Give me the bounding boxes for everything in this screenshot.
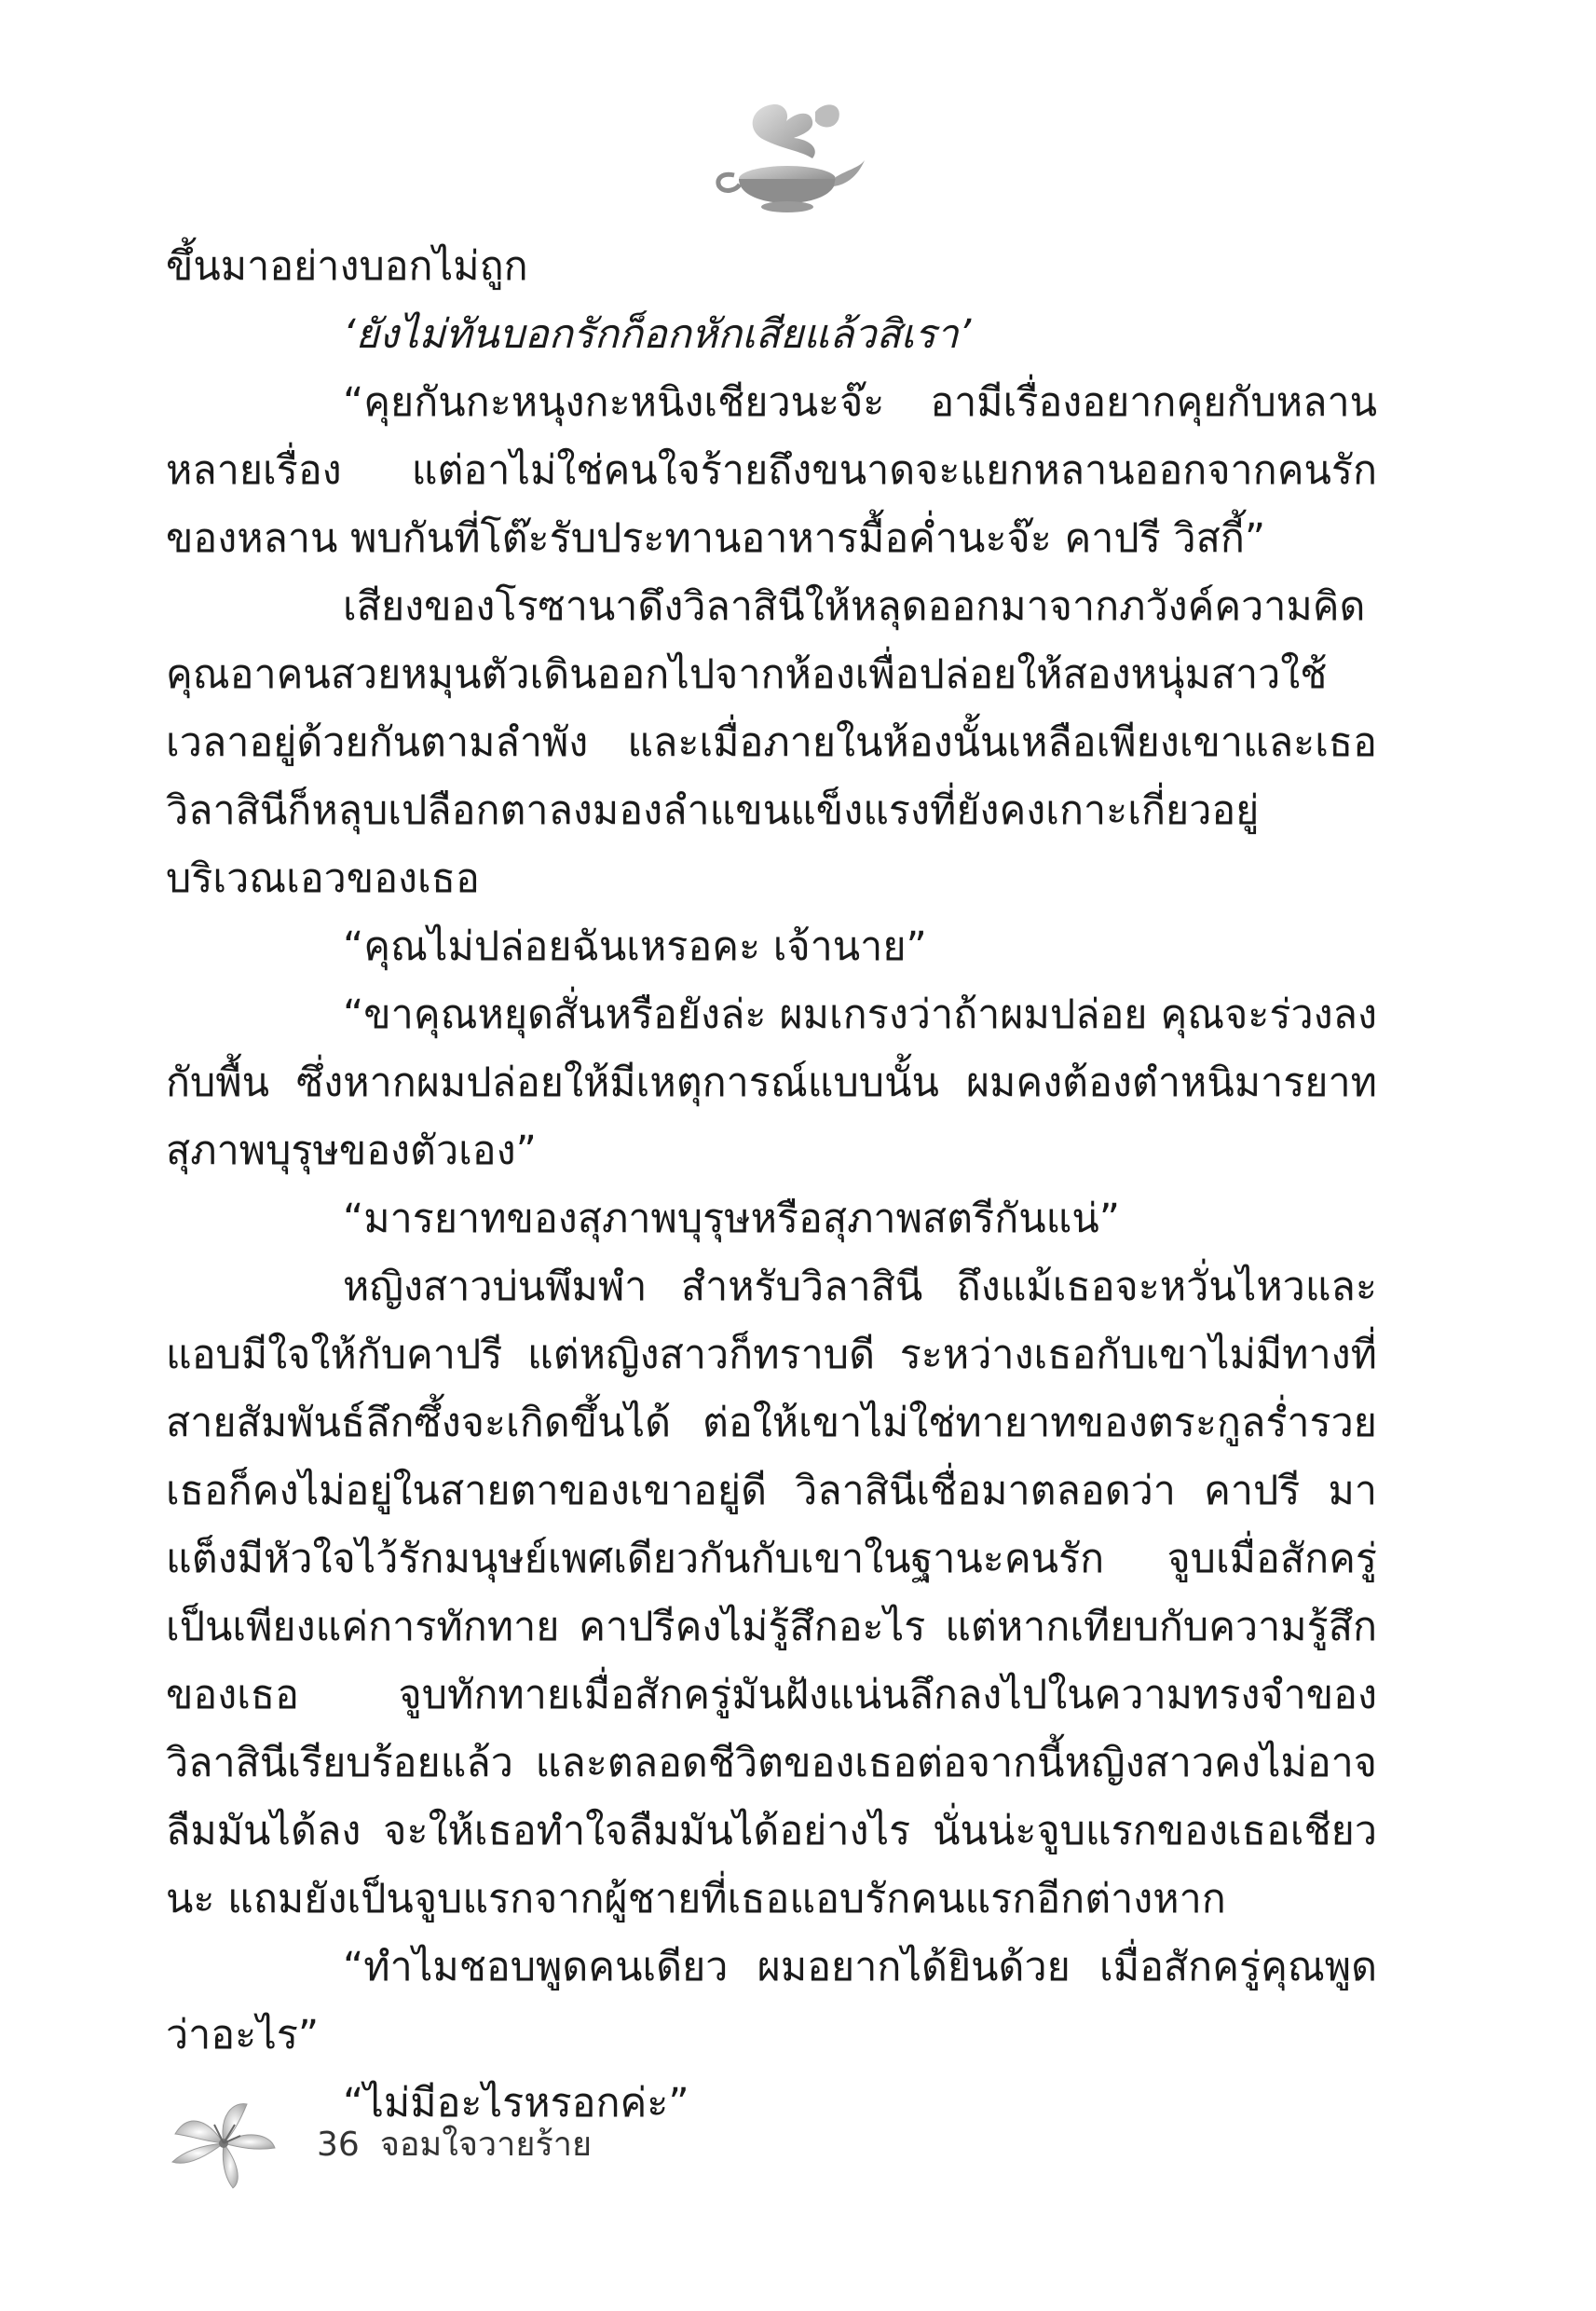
paragraph: หญิงสาวบ่นพึมพำ สำหรับวิลาสินี ถึงแม้เธอจะหวั่นไหวและแอบมีใจให้กับคาปรี แต่หญิงสาวก็ทราบดี ระหว่างเธอกับเขาไม่มีทางที่สายสัมพันธ์ลึกซึ้งจะเกิดขึ้นได้ ต่อให้เขาไม่ใช่ทายาทของตระกูลร่ำรวยเธอก็คงไม่อยู่ในสายตาของเขาอยู่ดี วิลาสินีเชื่อมาตลอดว่า คาปรี มาแต็งมีหัวใจไว้รักมนุษย์เพศเดียวกันกับเขาในฐานะคนรัก จูบเมื่อสักครู่เป็นเพียงแค่การทักทาย คาปรีคงไม่รู้สึกอะไร แต่หากเทียบกับความรู้สึกของเธอ จูบทักทายเมื่อสักครู่มันฝังแน่นลึกลงไปในความทรงจำของวิลาสินีเรียบร้อยแล้ว และตลอดชีวิตของเธอต่อจากนี้หญิงสาวคงไม่อาจลืมมันได้ลง จะให้เธอทำใจลืมมันได้อย่างไร นั่นน่ะจูบแรกของเธอเชียวนะ แถมยังเป็นจูบแรกจากผู้ชายที่เธอแอบรักคนแรกอีกต่างหาก xyxy=(166,1264,1377,1922)
paragraph: ขึ้นมาอย่างบอกไม่ถูก xyxy=(166,243,528,290)
paragraph: ‘ยังไม่ทันบอกรักก็อกหักเสียแล้วสิเรา’ xyxy=(343,311,972,358)
page-number: 36 xyxy=(317,2126,360,2164)
lily-flower-icon xyxy=(168,2097,280,2190)
paragraph: “คุยกันกะหนุงกะหนิงเชียวนะจ๊ะ อามีเรื่องอยากคุยกับหลานหลายเรื่อง แต่อาไม่ใช่คนใจร้ายถึงขนาดจะแยกหลานออกจากคนรักของหลาน พบกันที่โต๊ะรับประทานอาหารมื้อค่ำนะจ๊ะ คาปรี วิสกี้” xyxy=(166,379,1377,562)
paragraph: เสียงของโรซานาดึงวิลาสินีให้หลุดออกมาจากภวังค์ความคิด คุณอาคนสวยหมุนตัวเดินออกไปจากห้องเพื่อปล่อยให้สองหนุ่มสาวใช้เวลาอยู่ด้วยกันตามลำพัง และเมื่อภายในห้องนั้นเหลือเพียงเขาและเธอ วิลาสินีก็หลุบเปลือกตาลงมองลำแขนแข็งแรงที่ยังคงเกาะเกี่ยวอยู่บริเวณเอวของเธอ xyxy=(166,583,1377,902)
paragraph: “ขาคุณหยุดสั่นหรือยังล่ะ ผมเกรงว่าถ้าผมปล่อย คุณจะร่วงลงกับพื้น ซึ่งหากผมปล่อยให้มีเหตุการณ์แบบนั้น ผมคงต้องตำหนิมารยาทสุภาพบุรุษของตัวเอง” xyxy=(166,991,1377,1174)
body-text xyxy=(166,233,1377,2138)
paragraph: “มารยาทของสุภาพบุรุษหรือสุภาพสตรีกันแน่” xyxy=(343,1196,1121,1242)
footer-caption xyxy=(317,2117,592,2170)
paragraph: “คุณไม่ปล่อยฉันเหรอคะ เจ้านาย” xyxy=(343,923,927,970)
paragraph: “ไม่มีอะไรหรอกค่ะ” xyxy=(343,2080,689,2126)
paragraph: “ทำไมชอบพูดคนเดียว ผมอยากได้ยินด้วย เมื่อสักครู่คุณพูดว่าอะไร” xyxy=(166,1944,1377,2058)
page-footer xyxy=(168,2097,727,2190)
genie-lamp-icon xyxy=(708,93,866,214)
book-title: จอมใจวายร้าย xyxy=(379,2126,593,2164)
